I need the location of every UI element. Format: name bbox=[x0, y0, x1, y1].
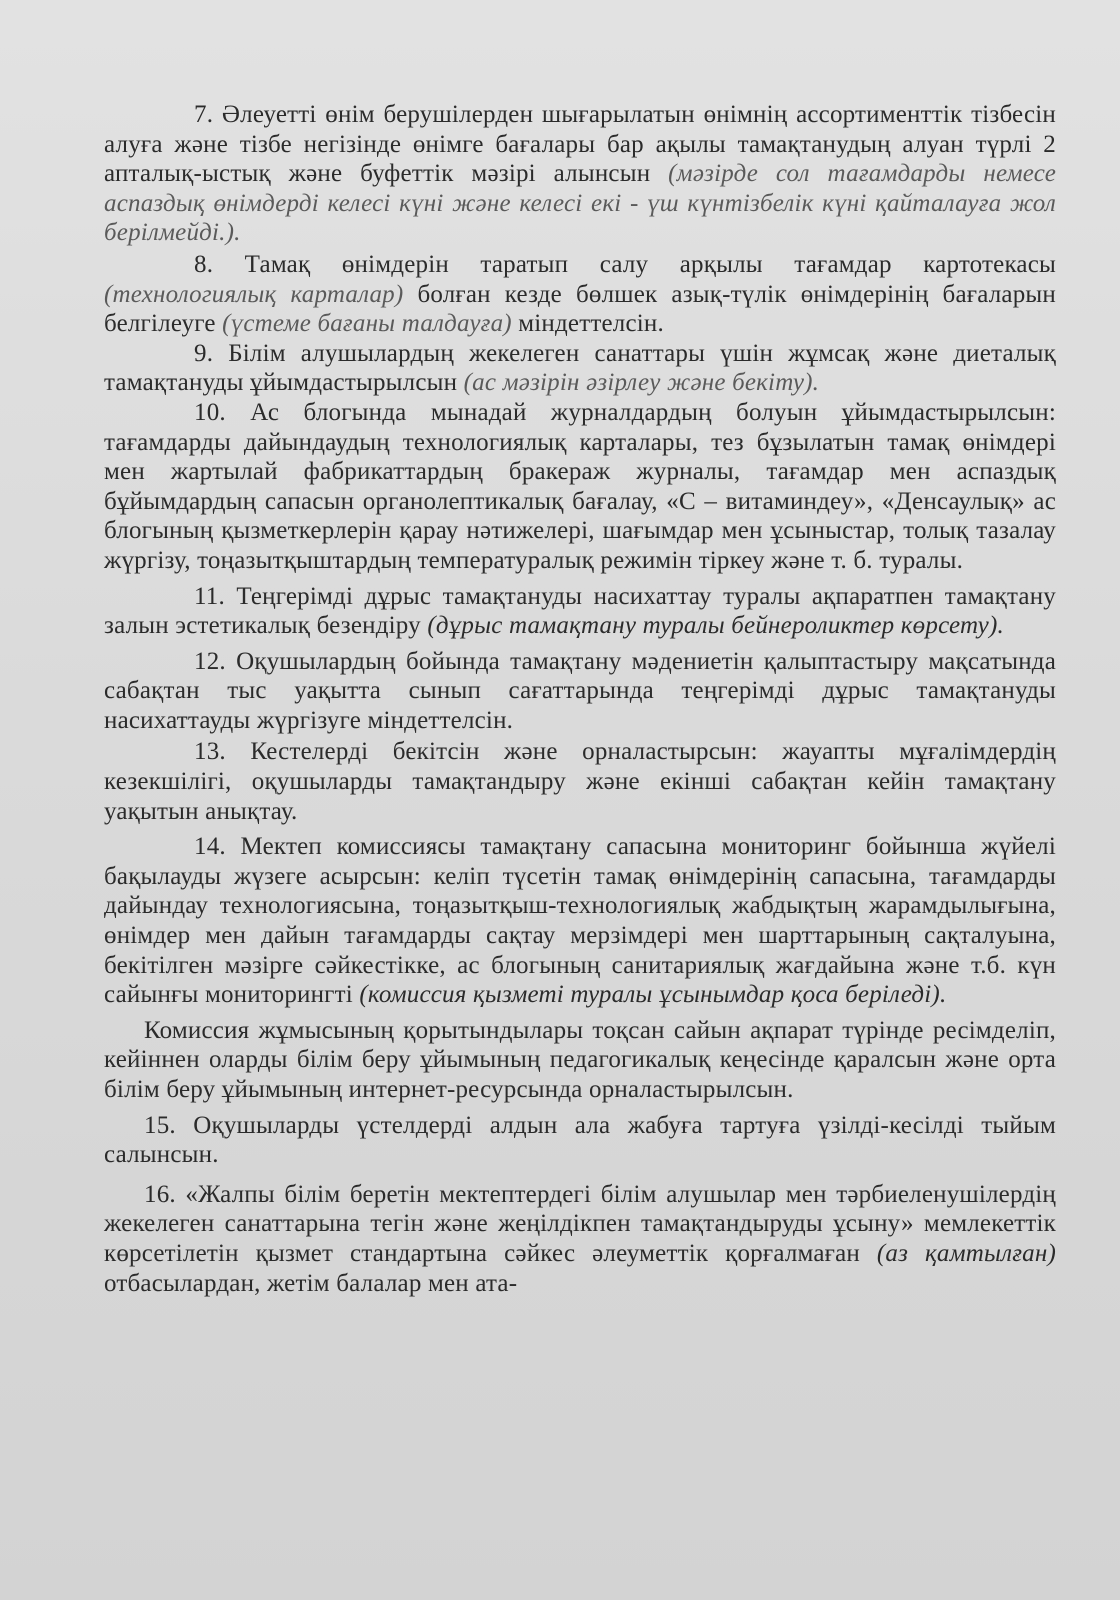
paragraph-14b-text: Комиссия жұмысының қорытындылары тоқсан сайын ақпарат түрінде ресімделіп, кейіннен оларды білім беру ұйымының педагогикалық кеңесінде қаралсын және орта білім беру ұйымының интернет-ресурсында орналастырылсын. bbox=[104, 1016, 1056, 1103]
paragraph-8-note-b: (үстеме бағаны талдауға) bbox=[222, 310, 512, 338]
paragraph-9-text: 9. Білім алушылардың жекелеген санаттары үшін жұмсақ және диеталық тамақтануды ұйымдастырылсын bbox=[104, 339, 1056, 397]
paragraph-15-text: 15. Оқушыларды үстелдерді алдын ала жабуға тартуға үзілді-кесілді тыйым салынсын. bbox=[104, 1111, 1056, 1169]
paragraph-13 bbox=[104, 737, 1056, 826]
paragraph-9-note: (ас мәзірін әзірлеу және бекіту). bbox=[463, 369, 820, 397]
paragraph-8-note-a: (технологиялық карталар) bbox=[104, 280, 404, 308]
paragraph-11 bbox=[104, 582, 1056, 641]
paragraph-9 bbox=[104, 339, 1056, 398]
document-body bbox=[104, 100, 1056, 1298]
paragraph-16 bbox=[104, 1180, 1056, 1298]
paragraph-16-text-a: 16. «Жалпы білім беретін мектептердегі білім алушылар мен тәрбиеленушілердің жекелеген санаттарына тегін және жеңілдікпен тамақтандыруды ұсыну» мемлекеттік көрсетілетін қызмет стандартына сәйкес әлеуметтік қорғалмаған bbox=[104, 1180, 1056, 1267]
paragraph-16-note-a: (аз қамтылған) bbox=[876, 1239, 1056, 1267]
paragraph-15 bbox=[104, 1111, 1056, 1170]
paragraph-13-text: 13. Кестелерді бекітсін және орналастырсын: жауапты мұғалімдердің кезекшілігі, оқушыларды тамақтандыру және екінші сабақтан кейін тамақтану уақытын анықтау. bbox=[104, 738, 1056, 825]
paragraph-14 bbox=[104, 832, 1056, 1010]
paragraph-10 bbox=[104, 398, 1056, 576]
paragraph-8-text-c: міндеттелсін. bbox=[518, 310, 664, 338]
paragraph-16-text-b: отбасылардан, жетім балалар мен ата- bbox=[104, 1269, 518, 1297]
paragraph-14-continuation bbox=[104, 1016, 1056, 1105]
paragraph-8 bbox=[104, 250, 1056, 339]
paragraph-14-text: 14. Мектеп комиссиясы тамақтану сапасына мониторинг бойынша жүйелі бақылауды жүзеге асырсын: келіп түсетін тамақ өнімдерінің сапасына, тағамдарды дайындау технологиясына, тоңазытқыш-технологиялық жабдықтың жарамдылығына, өнімдер мен дайын тағамдарды сақтау мерзімдері мен шарттарының сақталуына, бекітілген мәзірге сәйкестікке, ас блогының санитариялық жағдайына және т.б. күн сайынғы мониторингті bbox=[104, 833, 1056, 1009]
paragraph-12 bbox=[104, 647, 1056, 736]
paragraph-8-text-b: болған кезде бөлшек азық-түлік өнімдерінің бағаларын белгілеуге bbox=[104, 280, 1056, 338]
paragraph-10-text: 10. Ас блогында мынадай журналдардың болуын ұйымдастырылсын: тағамдарды дайындаудың технологиялық карталары, тез бұзылатын тамақ өнімдері мен жартылай фабрикаттардың бракераж журналы, тағамдар мен аспаздық бұйымдардың сапасын органолептикалық бағалау, «С – витаминдеу», «Денсаулық» ас блогының қызметкерлерін қарау нәтижелері, шағымдар мен ұсыныстар, толық тазалау жүргізу, тоңазытқыштардың температуралық режимін тіркеу және т. б. туралы. bbox=[104, 398, 1056, 574]
paragraph-8-text-a: 8. Тамақ өнімдерін таратып салу арқылы тағамдар картотекасы bbox=[194, 250, 1056, 278]
paragraph-11-note: (дұрыс тамақтану туралы бейнероликтер көрсету). bbox=[427, 612, 1004, 640]
paragraph-14-note: (комиссия қызметі туралы ұсынымдар қоса беріледі). bbox=[359, 981, 947, 1009]
paragraph-7-note: (мәзірде сол тағамдарды немесе аспаздық өнімдерді келесі күні және келесі екі - үш күнтізбелік күні қайталауға жол берілмейді.). bbox=[104, 160, 1057, 247]
paragraph-7-text: 7. Әлеуетті өнім берушілерден шығарылатын өнімнің ассортименттік тізбесін алуға және тізбе негізінде өнімге бағалары бар ақылы тамақтанудың алуан түрлі 2 апталық-ыстық және буфеттік мәзірі алынсын bbox=[104, 101, 1056, 188]
paragraph-7 bbox=[104, 100, 1056, 248]
paragraph-12-text: 12. Оқушылардың бойында тамақтану мәдениетін қалыптастыру мақсатында сабақтан тыс уақытта сынып сағаттарында теңгерімді дұрыс тамақтануды насихаттауды жүргізуге міндеттелсін. bbox=[104, 647, 1056, 734]
paragraph-11-text: 11. Теңгерімді дұрыс тамақтануды насихаттау туралы ақпаратпен тамақтану залын эстетикалық безендіру bbox=[104, 582, 1056, 640]
